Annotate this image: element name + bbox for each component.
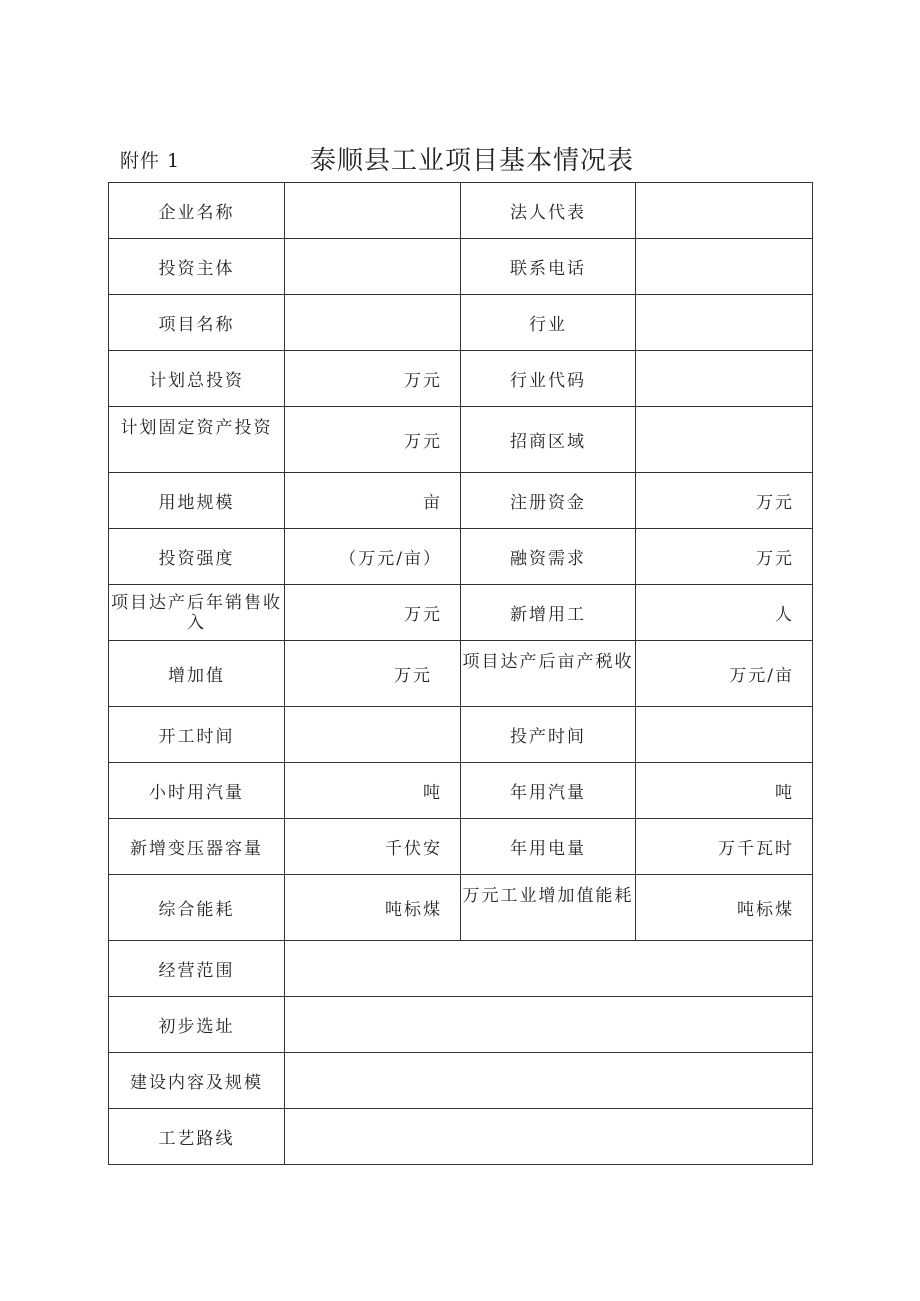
field-process-route[interactable]	[285, 1109, 813, 1165]
table-row	[109, 585, 813, 641]
label-preliminary-site: 初步选址	[109, 997, 285, 1053]
table-row	[109, 351, 813, 407]
field-land-scale[interactable]: 亩	[285, 473, 461, 529]
field-construction-content[interactable]	[285, 1053, 813, 1109]
field-energy-per-value[interactable]: 吨标煤	[636, 875, 813, 941]
field-phone[interactable]	[636, 239, 813, 295]
label-annual-sales: 项目达产后年销售收入	[109, 585, 285, 641]
label-project-name: 项目名称	[109, 295, 285, 351]
field-registered-capital[interactable]: 万元	[636, 473, 813, 529]
table-row	[109, 295, 813, 351]
table-row	[109, 407, 813, 473]
field-annual-electricity[interactable]: 万千瓦时	[636, 819, 813, 875]
label-production-time: 投产时间	[461, 707, 636, 763]
field-annual-steam[interactable]: 吨	[636, 763, 813, 819]
table-row	[109, 875, 813, 941]
label-annual-electricity: 年用电量	[461, 819, 636, 875]
label-registered-capital: 注册资金	[461, 473, 636, 529]
project-info-table	[108, 182, 813, 1165]
table-row	[109, 473, 813, 529]
label-total-investment: 计划总投资	[109, 351, 285, 407]
table-row	[109, 941, 813, 997]
label-start-time: 开工时间	[109, 707, 285, 763]
field-production-time[interactable]	[636, 707, 813, 763]
label-company-name: 企业名称	[109, 183, 285, 239]
label-energy-consumption: 综合能耗	[109, 875, 285, 941]
label-transformer-capacity: 新增变压器容量	[109, 819, 285, 875]
field-financing-demand[interactable]: 万元	[636, 529, 813, 585]
label-legal-rep: 法人代表	[461, 183, 636, 239]
table-row	[109, 763, 813, 819]
table-row	[109, 1109, 813, 1165]
label-phone: 联系电话	[461, 239, 636, 295]
label-construction-content: 建设内容及规模	[109, 1053, 285, 1109]
field-annual-sales[interactable]: 万元	[285, 585, 461, 641]
label-investment-intensity: 投资强度	[109, 529, 285, 585]
label-industry-code: 行业代码	[461, 351, 636, 407]
field-industry[interactable]	[636, 295, 813, 351]
field-investment-intensity[interactable]: （万元/亩）	[285, 529, 461, 585]
table-row	[109, 239, 813, 295]
label-hourly-steam: 小时用汽量	[109, 763, 285, 819]
field-transformer-capacity[interactable]: 千伏安	[285, 819, 461, 875]
label-new-employment: 新增用工	[461, 585, 636, 641]
label-financing-demand: 融资需求	[461, 529, 636, 585]
field-added-value[interactable]: 万元	[285, 641, 461, 707]
label-investor: 投资主体	[109, 239, 285, 295]
attachment-label: 附件 1	[120, 150, 181, 172]
field-preliminary-site[interactable]	[285, 997, 813, 1053]
table-row	[109, 529, 813, 585]
field-fixed-asset-investment[interactable]: 万元	[285, 407, 461, 473]
field-industry-code[interactable]	[636, 351, 813, 407]
field-tax-per-mu[interactable]: 万元/亩	[636, 641, 813, 707]
label-industry: 行业	[461, 295, 636, 351]
field-legal-rep[interactable]	[636, 183, 813, 239]
label-annual-steam: 年用汽量	[461, 763, 636, 819]
field-project-name[interactable]	[285, 295, 461, 351]
table-row	[109, 707, 813, 763]
table-row	[109, 641, 813, 707]
field-investor[interactable]	[285, 239, 461, 295]
table-row	[109, 1053, 813, 1109]
field-investment-region[interactable]	[636, 407, 813, 473]
field-energy-consumption[interactable]: 吨标煤	[285, 875, 461, 941]
field-hourly-steam[interactable]: 吨	[285, 763, 461, 819]
table-row	[109, 183, 813, 239]
field-total-investment[interactable]: 万元	[285, 351, 461, 407]
field-company-name[interactable]	[285, 183, 461, 239]
label-tax-per-mu: 项目达产后亩产税收	[461, 641, 636, 707]
field-new-employment[interactable]: 人	[636, 585, 813, 641]
label-fixed-asset-investment: 计划固定资产投资	[109, 407, 285, 473]
field-business-scope[interactable]	[285, 941, 813, 997]
label-process-route: 工艺路线	[109, 1109, 285, 1165]
table-row	[109, 997, 813, 1053]
label-energy-per-value: 万元工业增加值能耗	[461, 875, 636, 941]
label-investment-region: 招商区域	[461, 407, 636, 473]
label-business-scope: 经营范围	[109, 941, 285, 997]
label-land-scale: 用地规模	[109, 473, 285, 529]
page-title: 泰顺县工业项目基本情况表	[310, 146, 635, 176]
label-added-value: 增加值	[109, 641, 285, 707]
table-row	[109, 819, 813, 875]
field-start-time[interactable]	[285, 707, 461, 763]
